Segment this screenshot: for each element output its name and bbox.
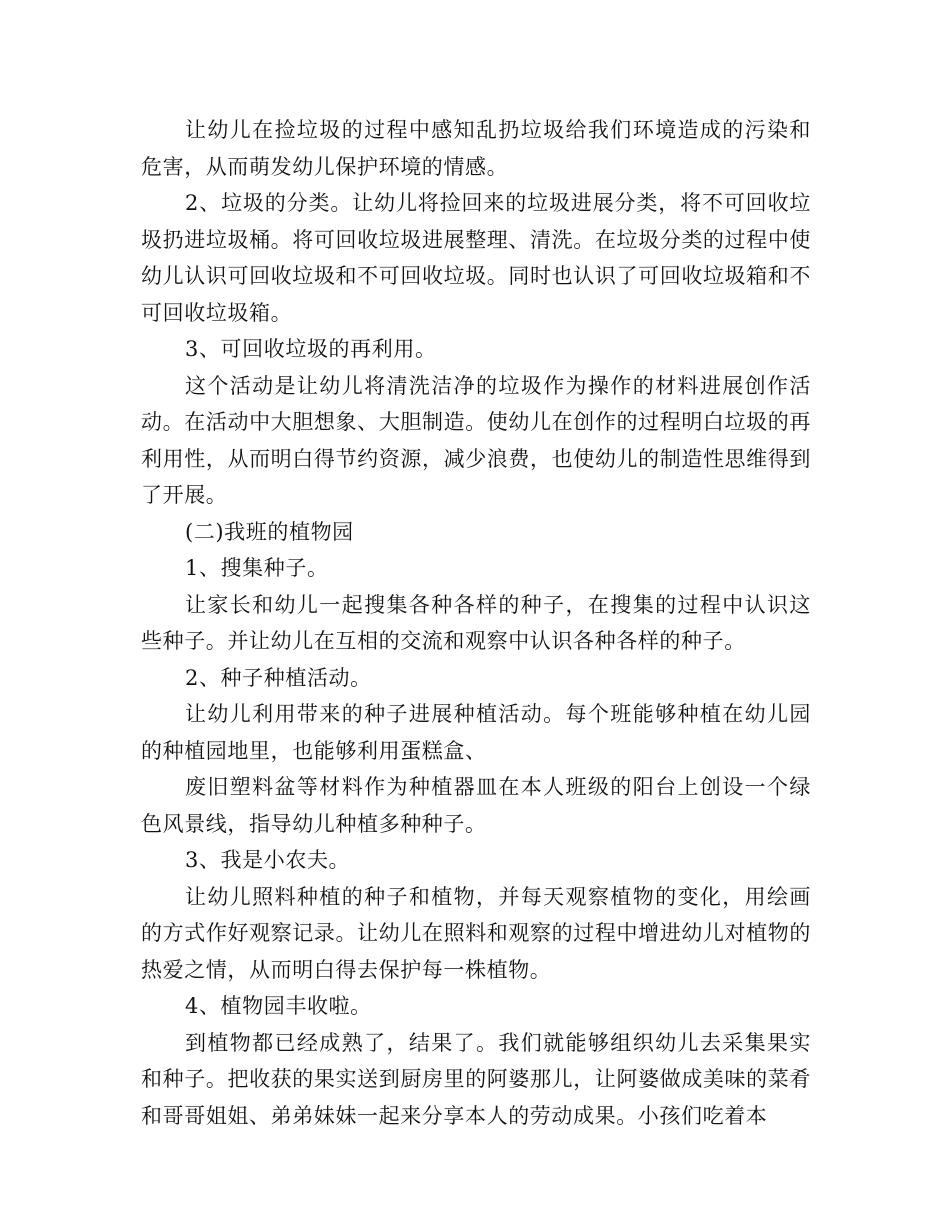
paragraph-6: 1、搜集种子。 xyxy=(185,556,329,580)
paragraph-14: 到植物都已经成熟了，结果了。我们就能够组织幼儿去采集果实和种子。把收获的果实送到厨房里的阿婆那儿，让阿婆做成美味的菜肴和哥哥姐姐、弟弟妹妹一起来分享本人的劳动成果。小孩们吃着本 xyxy=(141,1030,811,1128)
paragraph-1: 让幼儿在捡垃圾的过程中感知乱扔垃圾给我们环境造成的污染和危害，从而萌发幼儿保护环境的情感。 xyxy=(141,118,811,179)
paragraph-10: 废旧塑料盆等材料作为种植器皿在本人班级的阳台上创设一个绿色风景线，指导幼儿种植多种种子。 xyxy=(141,775,811,836)
paragraph-7: 让家长和幼儿一起搜集各种各样的种子，在搜集的过程中认识这些种子。并让幼儿在互相的交流和观察中认识各种各样的种子。 xyxy=(141,592,811,653)
paragraph-9: 让幼儿利用带来的种子进展种植活动。每个班能够种植在幼儿园的种植园地里，也能够利用蛋糕盒、 xyxy=(141,702,811,763)
document-page xyxy=(141,112,811,1134)
paragraph-8: 2、种子种植活动。 xyxy=(185,665,372,690)
section-heading: (二)我班的植物园 xyxy=(185,519,354,544)
paragraph-12: 让幼儿照料种植的种子和植物，并每天观察植物的变化，用绘画的方式作好观察记录。让幼儿在照料和观察的过程中增进幼儿对植物的热爱之情，从而明白得去保护每一株植物。 xyxy=(141,884,811,982)
paragraph-11: 3、我是小农夫。 xyxy=(185,848,351,872)
paragraph-4: 这个活动是让幼儿将清洗洁净的垃圾作为操作的材料进展创作活动。在活动中大胆想象、大胆制造。使幼儿在创作的过程明白垃圾的再利用性，从而明白得节约资源，减少浪费，也使幼儿的制造性思维得到了开展。 xyxy=(141,373,811,507)
paragraph-2: 2、垃圾的分类。让幼儿将捡回来的垃圾进展分类，将不可回收垃圾扔进垃圾桶。将可回收垃圾进展整理、清洗。在垃圾分类的过程中使幼儿认识可回收垃圾和不可回收垃圾。同时也认识了可回收垃圾箱和不可回收垃圾箱。 xyxy=(141,191,811,325)
paragraph-3: 3、可回收垃圾的再利用。 xyxy=(185,337,437,361)
paragraph-13: 4、植物园丰收啦。 xyxy=(185,994,372,1018)
